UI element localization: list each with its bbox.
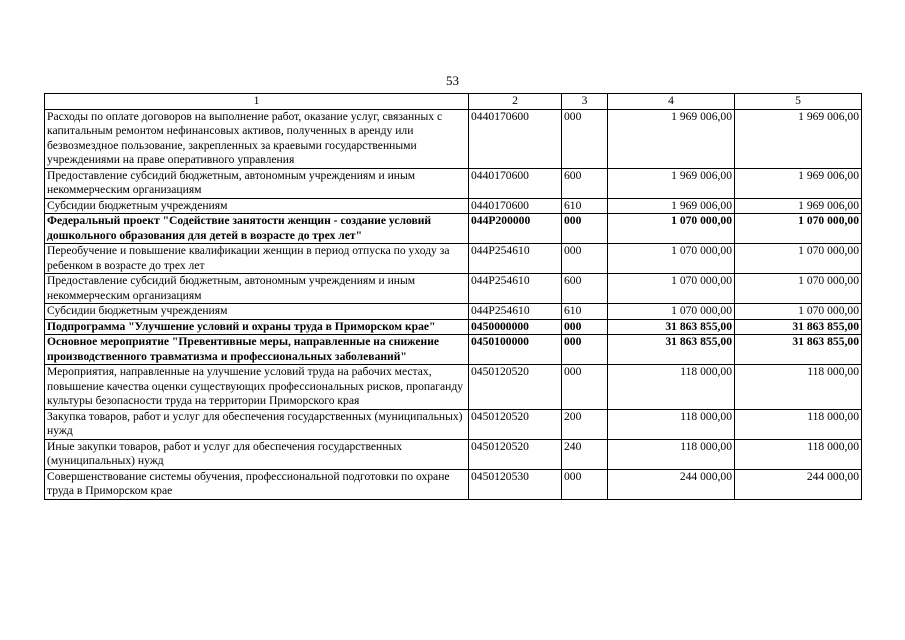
row-name: Закупка товаров, работ и услуг для обеспечения государственных (муниципальных) нужд [45, 409, 469, 439]
row-value-4: 1 969 006,00 [608, 109, 735, 168]
row-type: 610 [562, 304, 608, 320]
row-value-4: 118 000,00 [608, 439, 735, 469]
row-code: 0450000000 [469, 319, 562, 335]
row-code: 0450120520 [469, 439, 562, 469]
row-value-5: 118 000,00 [735, 365, 862, 410]
table-row [45, 365, 862, 410]
header-col-4: 4 [608, 94, 735, 110]
table-row [45, 409, 862, 439]
row-name: Подпрограмма "Улучшение условий и охраны труда в Приморском крае" [45, 319, 469, 335]
header-row [45, 94, 862, 110]
row-value-5: 1 070 000,00 [735, 244, 862, 274]
row-type: 200 [562, 409, 608, 439]
table-row [45, 214, 862, 244]
table-row [45, 304, 862, 320]
row-value-4: 1 070 000,00 [608, 244, 735, 274]
page-number: 53 [446, 73, 459, 88]
row-value-4: 31 863 855,00 [608, 319, 735, 335]
header-col-2: 2 [469, 94, 562, 110]
row-name: Субсидии бюджетным учреждениям [45, 198, 469, 214]
row-value-5: 118 000,00 [735, 409, 862, 439]
row-type: 000 [562, 319, 608, 335]
header-col-3: 3 [562, 94, 608, 110]
budget-table [44, 93, 862, 500]
table-row [45, 198, 862, 214]
row-code: 0440170600 [469, 109, 562, 168]
row-value-5: 1 070 000,00 [735, 304, 862, 320]
row-value-5: 1 969 006,00 [735, 198, 862, 214]
header-col-5: 5 [735, 94, 862, 110]
row-name: Предоставление субсидий бюджетным, автономным учреждениям и иным некоммерческим организациям [45, 168, 469, 198]
table-row [45, 335, 862, 365]
row-name: Мероприятия, направленные на улучшение условий труда на рабочих местах, повышение качества оценки существующих профессиональных рисков, пропаганду культуры безопасности труда на территории Приморского края [45, 365, 469, 410]
row-value-4: 118 000,00 [608, 365, 735, 410]
row-type: 000 [562, 109, 608, 168]
table-row [45, 168, 862, 198]
table-row [45, 109, 862, 168]
row-value-4: 118 000,00 [608, 409, 735, 439]
row-value-4: 1 969 006,00 [608, 198, 735, 214]
table-row [45, 469, 862, 499]
row-value-5: 118 000,00 [735, 439, 862, 469]
row-name: Совершенствование системы обучения, профессиональной подготовки по охране труда в Приморском крае [45, 469, 469, 499]
row-type: 000 [562, 469, 608, 499]
row-name: Федеральный проект "Содействие занятости женщин - создание условий дошкольного образования для детей в возрасте до трех лет" [45, 214, 469, 244]
row-value-4: 1 969 006,00 [608, 168, 735, 198]
row-name: Субсидии бюджетным учреждениям [45, 304, 469, 320]
row-value-5: 244 000,00 [735, 469, 862, 499]
row-type: 000 [562, 365, 608, 410]
row-name: Основное мероприятие "Превентивные меры, направленные на снижение производственного травматизма и профессиональных заболеваний" [45, 335, 469, 365]
row-value-4: 244 000,00 [608, 469, 735, 499]
table-row [45, 319, 862, 335]
row-type: 000 [562, 244, 608, 274]
row-code: 0440170600 [469, 198, 562, 214]
row-type: 000 [562, 214, 608, 244]
table-body [45, 109, 862, 499]
row-code: 0450100000 [469, 335, 562, 365]
row-value-5: 31 863 855,00 [735, 335, 862, 365]
table-row [45, 439, 862, 469]
row-name: Предоставление субсидий бюджетным, автономным учреждениям и иным некоммерческим организациям [45, 274, 469, 304]
row-value-5: 1 969 006,00 [735, 109, 862, 168]
table-row [45, 274, 862, 304]
row-value-4: 1 070 000,00 [608, 304, 735, 320]
row-code: 044P254610 [469, 244, 562, 274]
row-value-4: 1 070 000,00 [608, 274, 735, 304]
row-type: 600 [562, 168, 608, 198]
row-code: 0440170600 [469, 168, 562, 198]
row-type: 240 [562, 439, 608, 469]
row-name: Расходы по оплате договоров на выполнение работ, оказание услуг, связанных с капитальным ремонтом нефинансовых активов, полученных в аренду или безвозмездное пользование, закрепленных за краевыми государственными учреждениями на праве оперативного управления [45, 109, 469, 168]
row-code: 044P200000 [469, 214, 562, 244]
row-code: 044P254610 [469, 274, 562, 304]
row-code: 0450120530 [469, 469, 562, 499]
row-type: 610 [562, 198, 608, 214]
row-name: Переобучение и повышение квалификации женщин в период отпуска по уходу за ребенком в возрасте до трех лет [45, 244, 469, 274]
row-value-5: 1 070 000,00 [735, 274, 862, 304]
row-value-5: 1 969 006,00 [735, 168, 862, 198]
row-value-5: 31 863 855,00 [735, 319, 862, 335]
row-name: Иные закупки товаров, работ и услуг для обеспечения государственных (муниципальных) нужд [45, 439, 469, 469]
row-value-4: 31 863 855,00 [608, 335, 735, 365]
row-code: 0450120520 [469, 365, 562, 410]
header-col-1: 1 [45, 94, 469, 110]
row-value-5: 1 070 000,00 [735, 214, 862, 244]
row-type: 600 [562, 274, 608, 304]
row-code: 044P254610 [469, 304, 562, 320]
row-value-4: 1 070 000,00 [608, 214, 735, 244]
row-code: 0450120520 [469, 409, 562, 439]
row-type: 000 [562, 335, 608, 365]
table-row [45, 244, 862, 274]
